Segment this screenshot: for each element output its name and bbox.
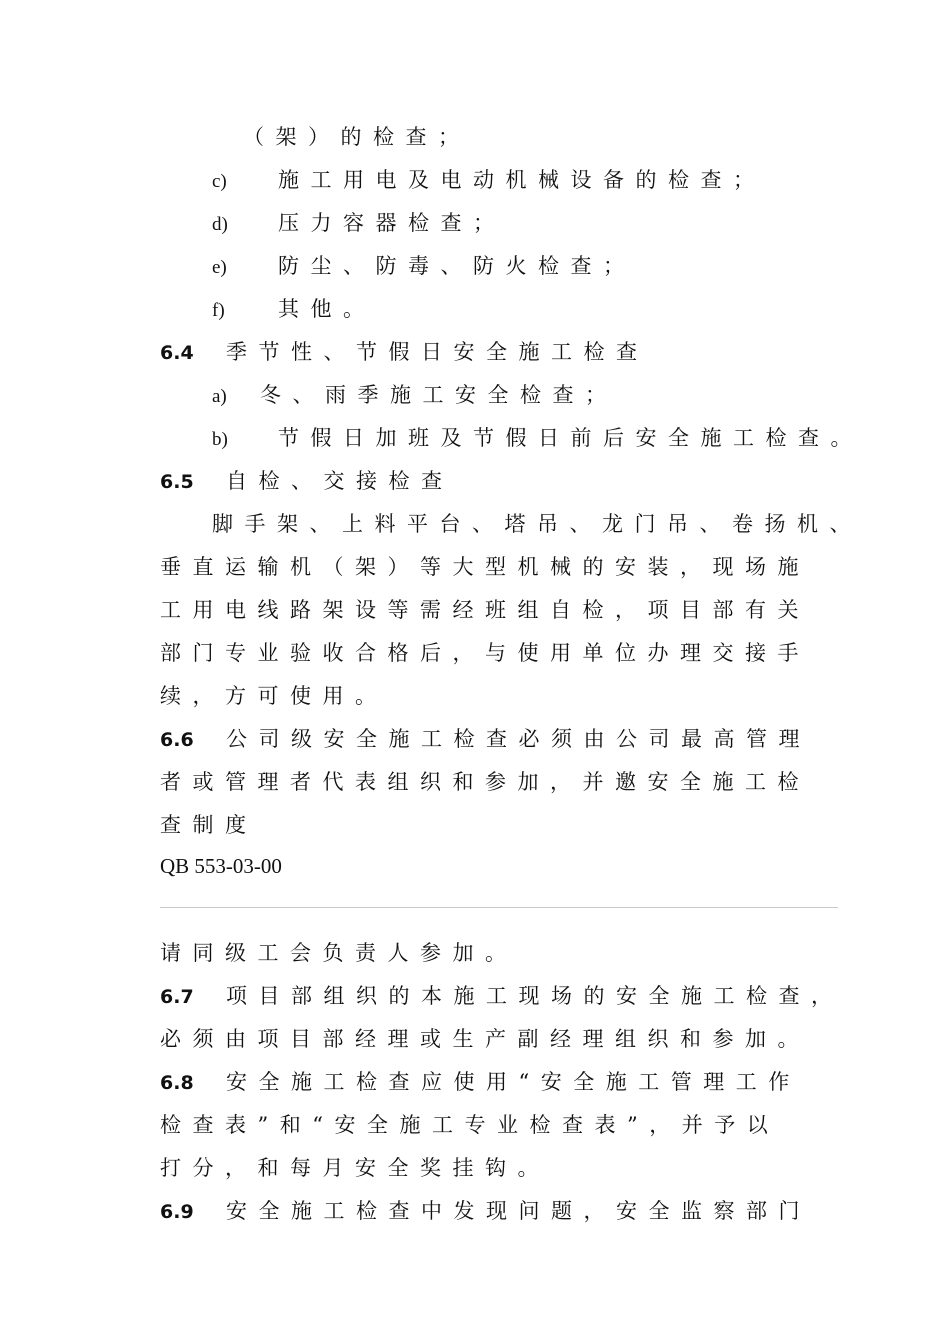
list-item-text: 节假日加班及节假日前后安全施工检查。: [278, 426, 863, 450]
paragraph-line: 部门专业验收合格后，与使用单位办理交接手: [160, 641, 810, 665]
document-code: QB 553-03-00: [160, 854, 282, 878]
section-text: 安全施工检查中发现问题，安全监察部门: [226, 1199, 811, 1223]
list-marker: d): [212, 214, 228, 235]
list-item-e: [212, 252, 636, 282]
section-number: 6.4: [160, 342, 194, 364]
list-item-text: 冬、雨季施工安全检查；: [260, 383, 618, 407]
section-text: 安全施工检查应使用“安全施工管理工作: [226, 1070, 801, 1094]
section-6-5-heading: [160, 467, 454, 496]
section-number: 6.6: [160, 729, 194, 751]
section-6-7-heading: [160, 982, 844, 1011]
list-item-a: [212, 381, 618, 411]
page-divider: [160, 907, 838, 908]
paragraph-line: 垂直运输机（架）等大型机械的安装，现场施: [160, 555, 810, 579]
section-6-9-heading: [160, 1197, 811, 1226]
section-6-4-heading: [160, 338, 649, 367]
paragraph-line: 工用电线路架设等需经班组自检，项目部有关: [160, 598, 810, 622]
section-number: 6.9: [160, 1201, 194, 1223]
section-number: 6.5: [160, 471, 194, 493]
paragraph-line: 续，方可使用。: [160, 684, 388, 708]
list-item-c: [212, 166, 766, 196]
list-item-f: [212, 295, 376, 325]
section-title: 自检、交接检查: [226, 469, 454, 493]
section-6-8-heading: [160, 1068, 801, 1097]
text-line: 请同级工会负责人参加。: [160, 941, 518, 965]
section-6-6-heading: [160, 725, 811, 754]
list-item-text: 其他。: [278, 297, 376, 321]
paragraph-line: 者或管理者代表组织和参加，并邀安全施工检: [160, 770, 810, 794]
section-text: 公司级安全施工检查必须由公司最高管理: [226, 727, 811, 751]
list-item-b: [212, 424, 863, 454]
list-item-text: 压力容器检查；: [278, 211, 506, 235]
paragraph-line: 打分，和每月安全奖挂钩。: [160, 1156, 550, 1180]
paragraph-line: 必须由项目部经理或生产副经理组织和参加。: [160, 1027, 810, 1051]
section-number: 6.8: [160, 1072, 194, 1094]
paragraph-line: 查制度: [160, 813, 258, 837]
list-item-d: [212, 209, 506, 239]
paragraph-line: 检查表”和“安全施工专业检查表”，并予以: [160, 1113, 780, 1137]
list-item-text: 防尘、防毒、防火检查；: [278, 254, 636, 278]
list-marker: f): [212, 300, 225, 321]
text-line: （架）的检查；: [243, 125, 471, 149]
list-marker: c): [212, 171, 227, 192]
paragraph-line: 脚手架、上料平台、塔吊、龙门吊、卷扬机、: [212, 512, 862, 536]
list-marker: e): [212, 257, 227, 278]
section-title: 季节性、节假日安全施工检查: [226, 340, 649, 364]
list-marker: a): [212, 386, 227, 407]
list-item-text: 施工用电及电动机械设备的检查；: [278, 168, 766, 192]
list-marker: b): [212, 429, 228, 450]
section-text: 项目部组织的本施工现场的安全施工检查，: [226, 984, 844, 1008]
section-number: 6.7: [160, 986, 194, 1008]
